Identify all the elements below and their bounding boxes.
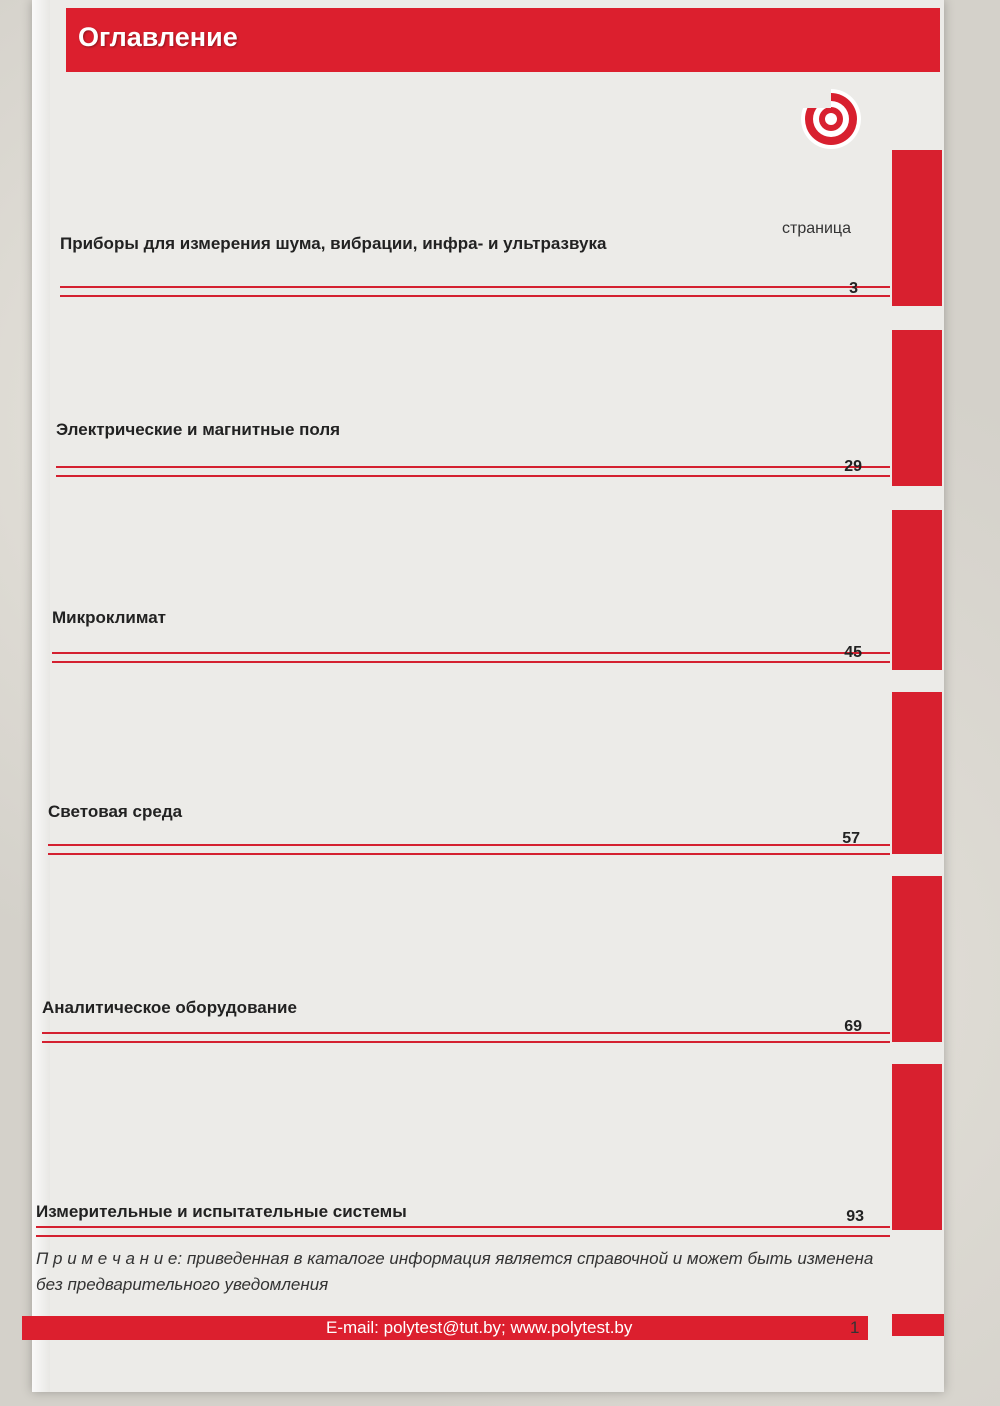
toc-entry-title: Световая среда (48, 802, 183, 821)
section-tab-2 (892, 330, 942, 486)
brand-logo-icon (800, 88, 862, 150)
toc-entry-line (42, 1032, 890, 1043)
page-title: Оглавление (78, 22, 238, 52)
toc-entry-page: 3 (849, 280, 858, 297)
toc-entry-page: 93 (846, 1208, 864, 1225)
section-tab-4 (892, 692, 942, 854)
section-tab-3 (892, 510, 942, 670)
note-label: П р и м е ч а н и е: (36, 1249, 183, 1268)
toc-entry-title: Измерительные и испытательные системы (36, 1202, 407, 1221)
toc-entry-title: Аналитическое оборудование (42, 998, 297, 1017)
toc-entry-page: 69 (844, 1018, 862, 1035)
page-column-label: страница (782, 220, 851, 237)
header-bar (66, 8, 940, 72)
toc-entry-line (48, 844, 890, 855)
toc-entry-page: 29 (844, 458, 862, 475)
catalog-page (32, 0, 944, 1392)
toc-entry-title: Приборы для измерения шума, вибрации, инфра- и ультразвука (60, 234, 607, 253)
toc-entry-title: Микроклимат (52, 608, 166, 627)
toc-entry-line (60, 286, 890, 297)
section-tab-5 (892, 876, 942, 1042)
toc-entry-line (52, 652, 890, 663)
section-tab-1 (892, 150, 942, 306)
page-spine (32, 0, 50, 1392)
footer-tab (892, 1314, 944, 1336)
footer-contact: E-mail: polytest@tut.by; www.polytest.by (326, 1318, 633, 1337)
toc-entry-title: Электрические и магнитные поля (56, 420, 341, 439)
footer-page-number: 1 (850, 1318, 860, 1337)
toc-entry-page: 57 (842, 830, 860, 847)
section-tab-6 (892, 1064, 942, 1230)
toc-entry-page: 45 (844, 644, 862, 661)
toc-entry-line (56, 466, 890, 477)
toc-entry-line (36, 1226, 890, 1237)
disclaimer-note (36, 1246, 896, 1298)
note-text: приведенная в каталоге информация является справочной и может быть изменена без предварительного уведомления (36, 1249, 874, 1294)
